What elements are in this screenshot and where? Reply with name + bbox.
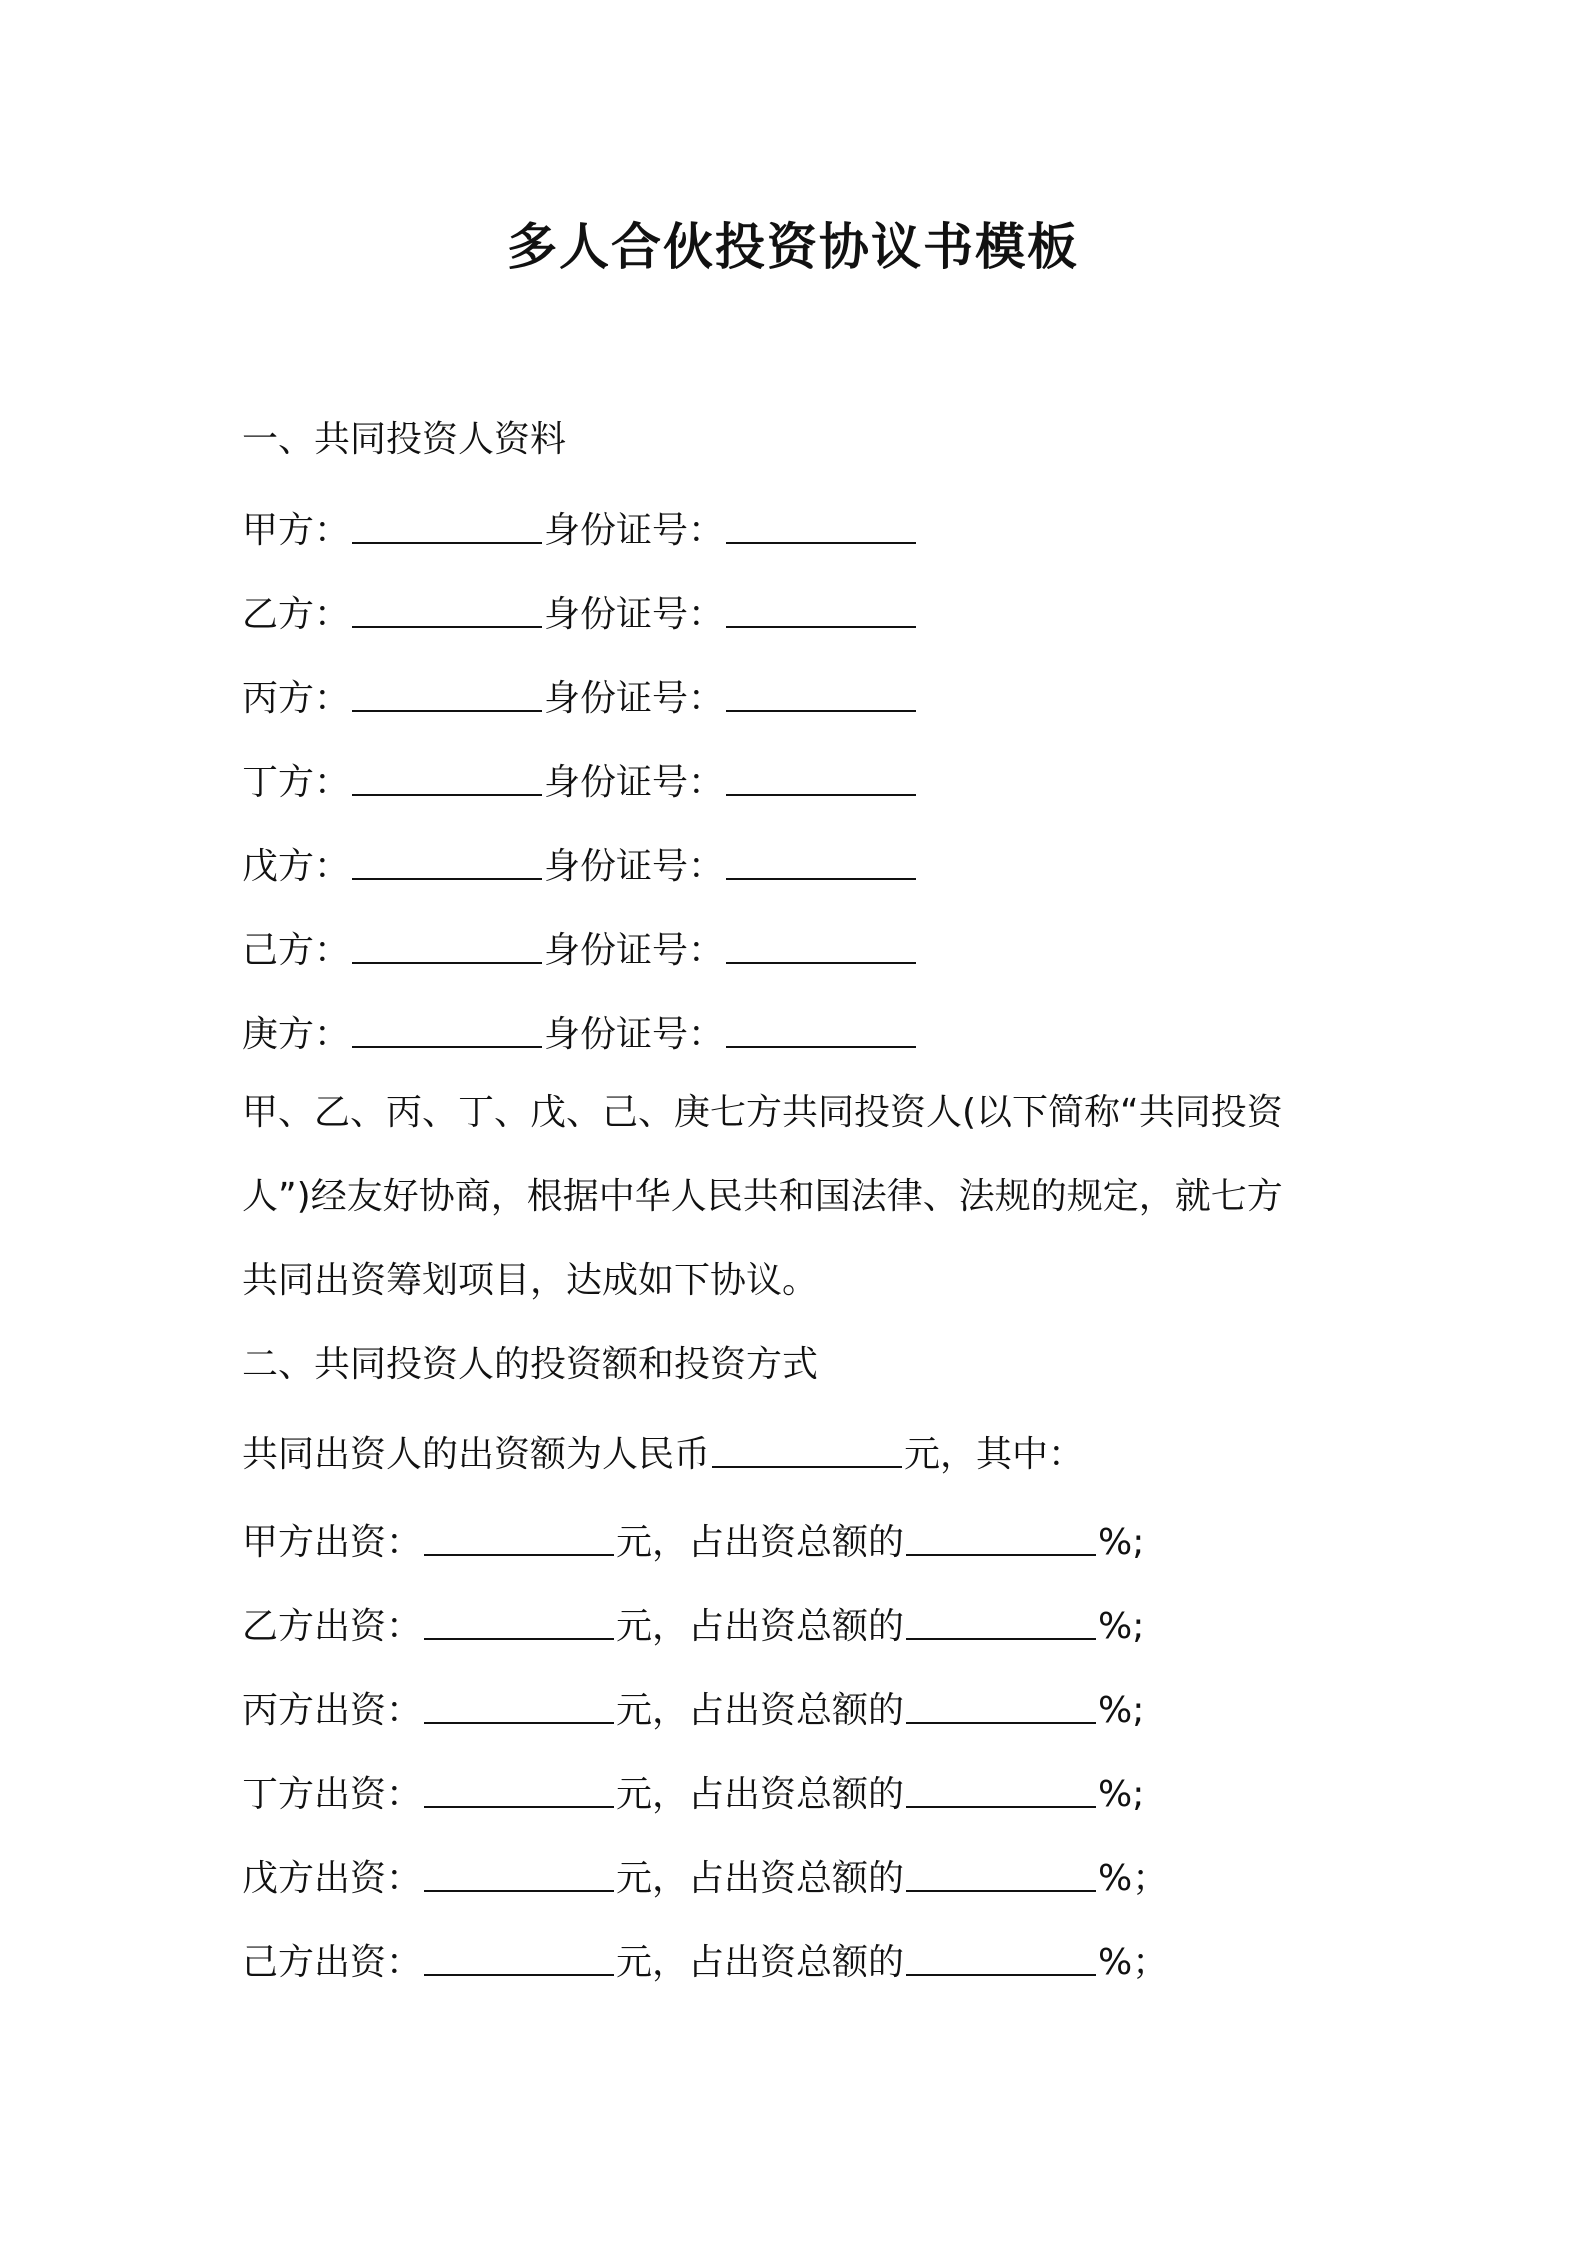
party-row-bing xyxy=(242,668,918,724)
contribution-mid: 元，占出资总额的 xyxy=(616,1606,905,1647)
percent-blank xyxy=(906,1850,1096,1892)
id-blank xyxy=(726,586,916,628)
contribution-label: 乙方出资： xyxy=(242,1606,423,1647)
paragraph-line-3: 共同出资筹划项目，达成如下协议。 xyxy=(242,1260,819,1301)
party-label: 丁方： xyxy=(242,762,351,803)
contribution-mid: 元，占出资总额的 xyxy=(616,1942,905,1983)
contribution-row-yi xyxy=(242,1596,1144,1652)
id-blank xyxy=(726,754,916,796)
contribution-row-bing xyxy=(242,1680,1144,1736)
total-contribution-row xyxy=(242,1424,1084,1480)
percent-blank xyxy=(906,1682,1096,1724)
amount-blank xyxy=(424,1766,614,1808)
contribution-row-ding xyxy=(242,1764,1144,1820)
contribution-end: %； xyxy=(1098,1858,1169,1899)
percent-blank xyxy=(906,1514,1096,1556)
amount-blank xyxy=(424,1682,614,1724)
contribution-end: %; xyxy=(1098,1690,1145,1731)
contribution-label: 丙方出资： xyxy=(242,1690,423,1731)
document-title: 多人合伙投资协议书模板 xyxy=(507,218,1079,276)
id-blank xyxy=(726,1006,916,1048)
party-row-wu xyxy=(242,836,918,892)
id-blank xyxy=(726,838,916,880)
party-row-ding xyxy=(242,752,918,808)
contribution-row-wu xyxy=(242,1848,1168,1904)
contribution-row-jia xyxy=(242,1512,1144,1568)
amount-blank xyxy=(424,1850,614,1892)
amount-blank xyxy=(424,1514,614,1556)
party-label: 己方： xyxy=(242,930,351,971)
contribution-label: 己方出资： xyxy=(242,1942,423,1983)
name-blank xyxy=(352,838,542,880)
id-label: 身份证号： xyxy=(544,1014,725,1055)
amount-blank xyxy=(424,1598,614,1640)
id-label: 身份证号： xyxy=(544,510,725,551)
party-label: 甲方： xyxy=(242,510,351,551)
id-label: 身份证号： xyxy=(544,594,725,635)
id-label: 身份证号： xyxy=(544,762,725,803)
party-label: 乙方： xyxy=(242,594,351,635)
party-label: 庚方： xyxy=(242,1014,351,1055)
id-label: 身份证号： xyxy=(544,678,725,719)
contribution-label: 丁方出资： xyxy=(242,1774,423,1815)
contribution-mid: 元，占出资总额的 xyxy=(616,1858,905,1899)
total-suffix: 元，其中： xyxy=(904,1434,1085,1475)
paragraph-line-2: 人”)经友好协商，根据中华人民共和国法律、法规的规定，就七方 xyxy=(242,1176,1283,1217)
name-blank xyxy=(352,586,542,628)
percent-blank xyxy=(906,1598,1096,1640)
name-blank xyxy=(352,754,542,796)
contribution-end: %; xyxy=(1098,1522,1145,1563)
party-row-ji xyxy=(242,920,918,976)
total-amount-blank xyxy=(712,1426,902,1468)
party-row-yi xyxy=(242,584,918,640)
section-2-heading: 二、共同投资人的投资额和投资方式 xyxy=(242,1344,819,1385)
amount-blank xyxy=(424,1934,614,1976)
name-blank xyxy=(352,922,542,964)
id-label: 身份证号： xyxy=(544,930,725,971)
contribution-mid: 元，占出资总额的 xyxy=(616,1690,905,1731)
contribution-end: %； xyxy=(1098,1942,1169,1983)
party-row-jia xyxy=(242,500,918,556)
id-blank xyxy=(726,922,916,964)
percent-blank xyxy=(906,1934,1096,1976)
party-label: 丙方： xyxy=(242,678,351,719)
contribution-end: %; xyxy=(1098,1774,1145,1815)
contribution-mid: 元，占出资总额的 xyxy=(616,1774,905,1815)
party-row-geng xyxy=(242,1004,918,1060)
id-label: 身份证号： xyxy=(544,846,725,887)
name-blank xyxy=(352,1006,542,1048)
id-blank xyxy=(726,502,916,544)
contribution-row-ji xyxy=(242,1932,1168,1988)
id-blank xyxy=(726,670,916,712)
paragraph-line-1: 甲、乙、丙、丁、戊、己、庚七方共同投资人(以下简称“共同投资 xyxy=(242,1092,1283,1133)
contribution-mid: 元，占出资总额的 xyxy=(616,1522,905,1563)
section-1-heading: 一、共同投资人资料 xyxy=(242,419,567,460)
name-blank xyxy=(352,670,542,712)
contribution-end: %; xyxy=(1098,1606,1145,1647)
name-blank xyxy=(352,502,542,544)
contribution-label: 戊方出资： xyxy=(242,1858,423,1899)
percent-blank xyxy=(906,1766,1096,1808)
contribution-label: 甲方出资： xyxy=(242,1522,423,1563)
party-label: 戊方： xyxy=(242,846,351,887)
total-prefix: 共同出资人的出资额为人民币 xyxy=(242,1434,711,1475)
